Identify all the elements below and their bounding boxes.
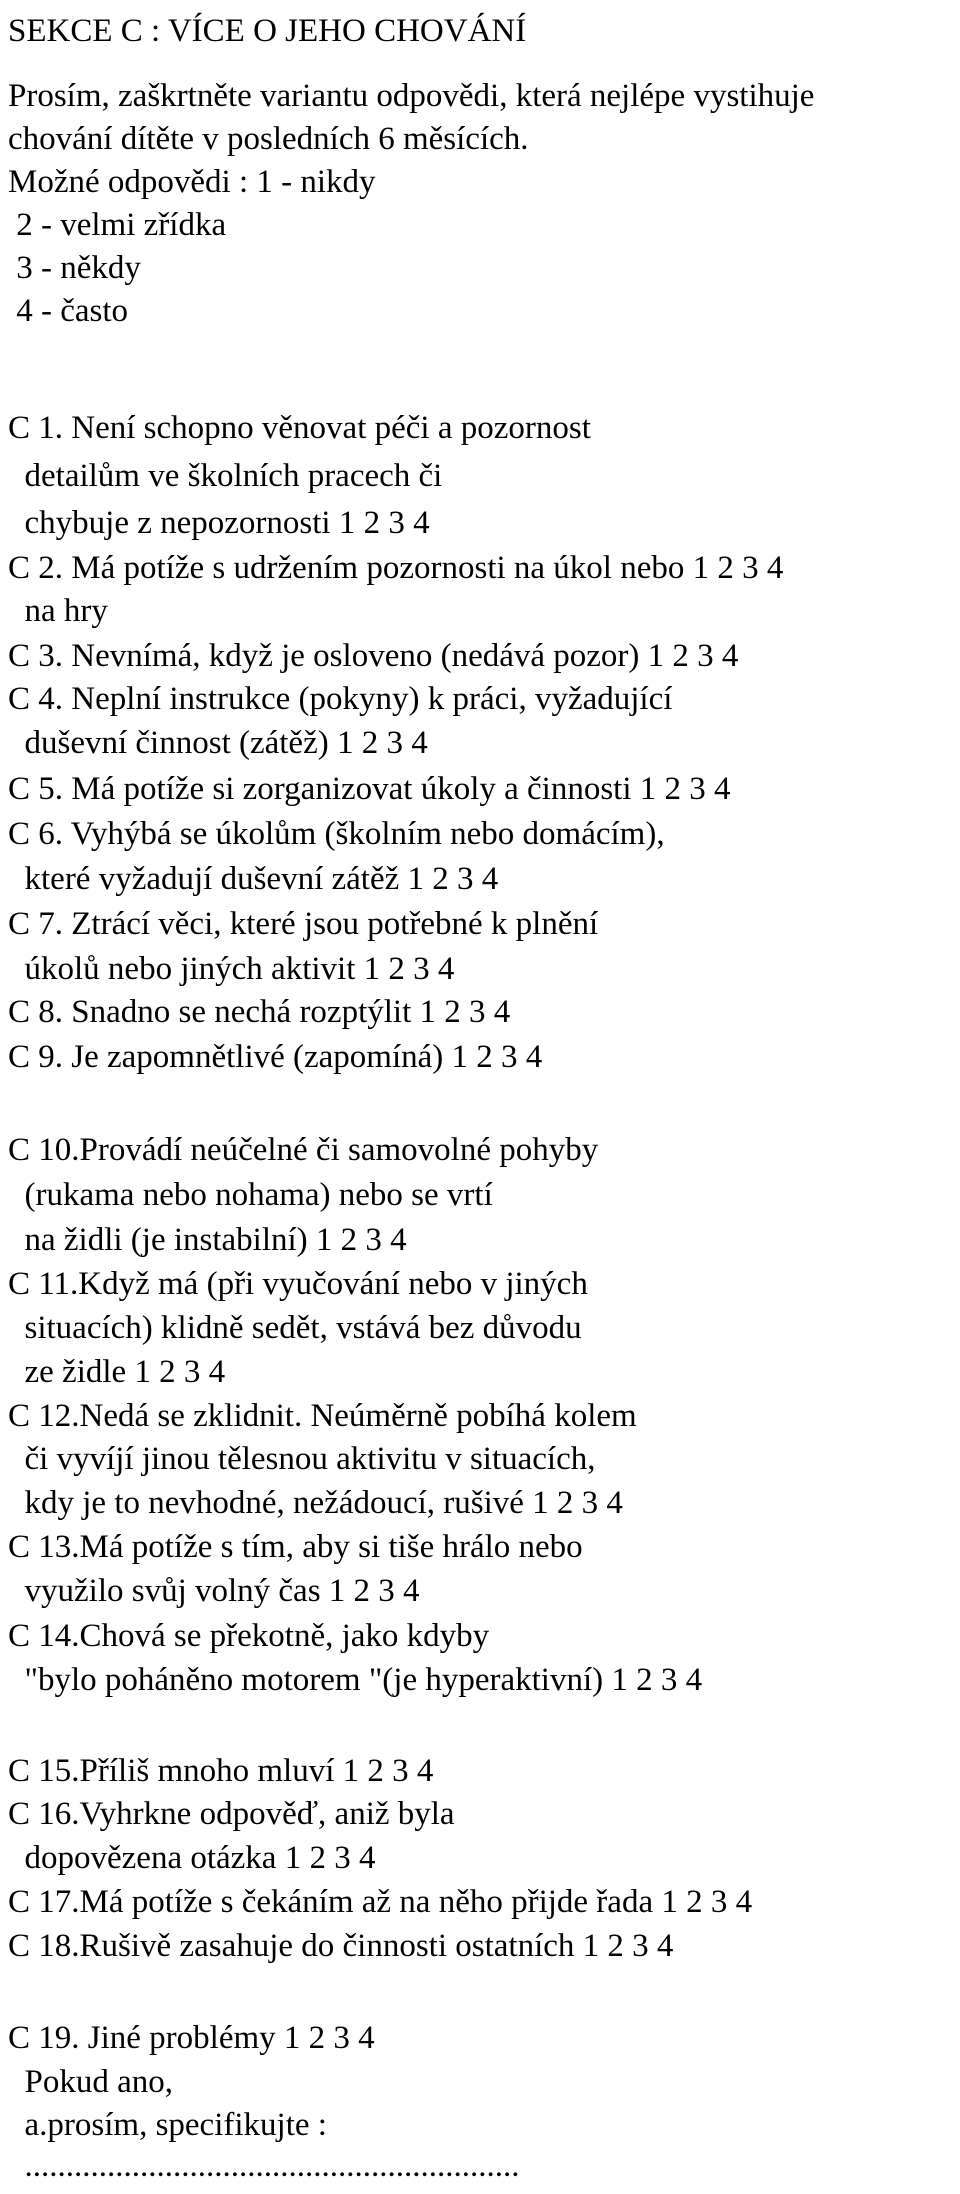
answer-scale-line: 2 - velmi zřídka [8, 207, 227, 243]
question-line: C 12.Nedá se zklidnit. Neúměrně pobíhá kolem [8, 1398, 637, 1434]
question-line: využilo svůj volný čas 1 2 3 4 [8, 1573, 420, 1609]
question-line: C 16.Vyhrkne odpověď, aniž byla [8, 1796, 455, 1832]
question-line: či vyvíjí jinou tělesnou aktivitu v situacích, [8, 1441, 596, 1477]
question-line: úkolů nebo jiných aktivit 1 2 3 4 [8, 951, 455, 987]
question-line: C 6. Vyhýbá se úkolům (školním nebo domácím), [8, 816, 665, 852]
instruction-line: chování dítěte v posledních 6 měsících. [8, 121, 529, 157]
question-line: C 13.Má potíže s tím, aby si tiše hrálo nebo [8, 1529, 583, 1565]
section-title: SEKCE C : VÍCE O JEHO CHOVÁNÍ [8, 13, 527, 49]
question-line: Pokud ano, [8, 2064, 173, 2100]
question-line: C 15.Příliš mnoho mluví 1 2 3 4 [8, 1753, 434, 1789]
question-line: na židli (je instabilní) 1 2 3 4 [8, 1222, 407, 1258]
question-line: situacích) klidně sedět, vstává bez důvodu [8, 1310, 582, 1346]
question-line: C 11.Když má (při vyučování nebo v jiných [8, 1266, 588, 1302]
question-line: C 2. Má potíže s udržením pozornosti na úkol nebo 1 2 3 4 [8, 550, 784, 586]
question-line: C 4. Neplní instrukce (pokyny) k práci, vyžadující [8, 681, 673, 717]
question-line: detailům ve školních pracech či [8, 458, 443, 494]
question-line: C 19. Jiné problémy 1 2 3 4 [8, 2020, 375, 2056]
question-line: C 7. Ztrácí věci, které jsou potřebné k plnění [8, 906, 599, 942]
question-line: kdy je to nevhodné, nežádoucí, rušivé 1 2 3 4 [8, 1485, 623, 1521]
question-line: C 1. Není schopno věnovat péči a pozornost [8, 410, 591, 446]
question-line: C 9. Je zapomnětlivé (zapomíná) 1 2 3 4 [8, 1039, 543, 1075]
question-line: C 3. Nevnímá, když je osloveno (nedává pozor) 1 2 3 4 [8, 638, 739, 674]
question-line: "bylo poháněno motorem "(je hyperaktivní) 1 2 3 4 [8, 1662, 703, 1698]
question-line: C 18.Rušivě zasahuje do činnosti ostatních 1 2 3 4 [8, 1928, 674, 1964]
question-line: které vyžadují duševní zátěž 1 2 3 4 [8, 861, 499, 897]
answer-scale-line: 4 - často [8, 293, 129, 329]
instruction-line: Prosím, zaškrtněte variantu odpovědi, která nejlépe vystihuje [8, 78, 815, 114]
question-line: duševní činnost (zátěž) 1 2 3 4 [8, 725, 428, 761]
question-line: (rukama nebo nohama) nebo se vrtí [8, 1177, 493, 1213]
answer-scale-line: Možné odpovědi : 1 - nikdy [8, 164, 376, 200]
question-line: na hry [8, 593, 108, 629]
answer-fill-line: ............................................................ [8, 2148, 520, 2184]
question-line: C 5. Má potíže si zorganizovat úkoly a činnosti 1 2 3 4 [8, 771, 731, 807]
question-line: a.prosím, specifikujte : [8, 2107, 327, 2143]
question-line: C 14.Chová se překotně, jako kdyby [8, 1618, 490, 1654]
question-line: C 17.Má potíže s čekáním až na něho přijde řada 1 2 3 4 [8, 1884, 753, 1920]
question-line: ze židle 1 2 3 4 [8, 1354, 226, 1390]
answer-scale-line: 3 - někdy [8, 250, 141, 286]
question-line: C 8. Snadno se nechá rozptýlit 1 2 3 4 [8, 994, 511, 1030]
question-line: chybuje z nepozornosti 1 2 3 4 [8, 505, 430, 541]
question-line: C 10.Provádí neúčelné či samovolné pohyby [8, 1132, 599, 1168]
question-line: dopovězena otázka 1 2 3 4 [8, 1840, 376, 1876]
